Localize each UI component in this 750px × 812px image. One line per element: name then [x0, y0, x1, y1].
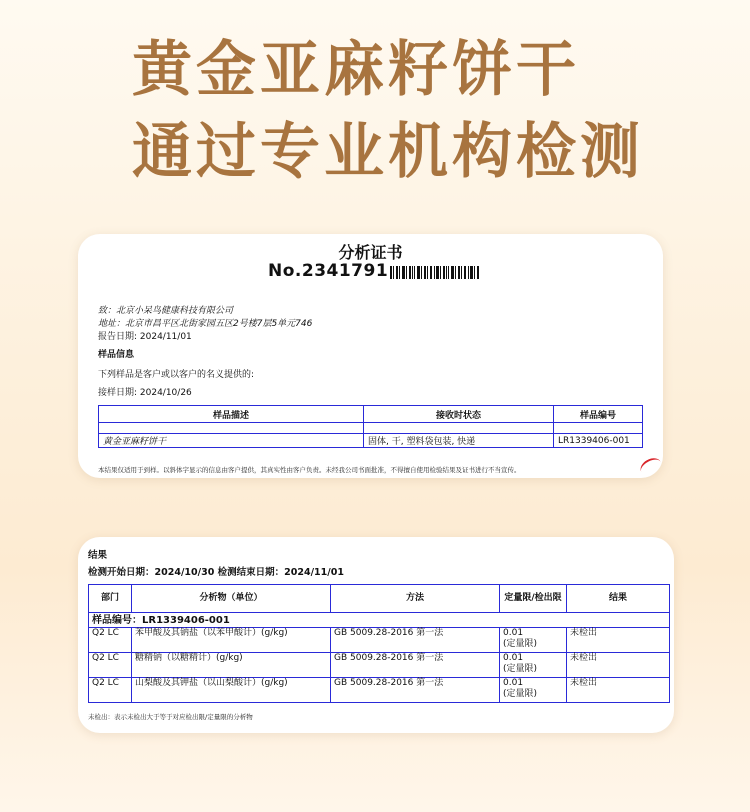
dept-cell: Q2 LC	[89, 653, 132, 678]
headline-line-2: 通过专业机构检测	[132, 117, 644, 187]
limit-cell	[500, 653, 567, 678]
receive-state-cell: 固体, 干, 塑料袋包装, 快递	[364, 434, 554, 448]
headline-line-1: 黄金亚麻籽饼干	[132, 35, 580, 105]
limit-value: 0.01	[503, 628, 524, 638]
limit-value: 0.01	[503, 653, 524, 663]
limit-cell	[500, 628, 567, 653]
col-sample-id: 样品编号	[554, 406, 643, 423]
analyte-cell: 山梨酸及其钾盐（以山梨酸计）(g/kg)	[132, 678, 331, 703]
table-row	[89, 678, 670, 703]
sample-desc-cell: 黄金亚麻籽饼干	[99, 434, 364, 448]
sample-id-label: 样品编号：LR1339406-001	[89, 613, 670, 628]
col-method: 方法	[331, 585, 500, 613]
result-cell: 未检出	[567, 628, 670, 653]
sample-table	[98, 405, 643, 448]
results-table	[88, 584, 670, 703]
sample-id-cell: LR1339406-001	[554, 434, 643, 448]
col-limit: 定量限/检出限	[500, 585, 567, 613]
table-row	[89, 653, 670, 678]
col-result: 结果	[567, 585, 670, 613]
certificate-footnote: 本结果仅适用于到样。以斜体字显示的信息由客户提供，其真实性由客户负责。未经我公司书面批准，不得擅自使用检验结果及证书进行不当宣传。	[98, 466, 521, 474]
col-dept: 部门	[89, 585, 132, 613]
analyte-cell: 糖精钠（以糖精计）(g/kg)	[132, 653, 331, 678]
method-cell: GB 5009.28-2016 第一法	[331, 653, 500, 678]
report-date: 报告日期: 2024/11/01	[98, 332, 192, 342]
certificate-title: 分析证书	[338, 243, 403, 262]
method-cell: GB 5009.28-2016 第一法	[331, 628, 500, 653]
col-sample-desc: 样品描述	[99, 406, 364, 423]
col-receive-state: 接收时状态	[364, 406, 554, 423]
dept-cell: Q2 LC	[89, 678, 132, 703]
certificate-card	[78, 234, 663, 478]
recipient-line: 致：北京小呆鸟健康科技有限公司	[98, 306, 234, 316]
dept-cell: Q2 LC	[89, 628, 132, 653]
table-row	[89, 628, 670, 653]
sample-note: 下列样品是客户或以客户的名义提供的:	[98, 370, 255, 380]
method-cell: GB 5009.28-2016 第一法	[331, 678, 500, 703]
results-heading: 结果	[88, 550, 108, 561]
result-cell: 未检出	[567, 678, 670, 703]
certificate-number: No.2341791	[268, 261, 389, 281]
result-cell: 未检出	[567, 653, 670, 678]
results-footnote: 未检出：表示未检出大于等于对应检出限/定量限的分析物	[88, 713, 253, 721]
barcode	[390, 266, 480, 279]
sample-info-heading: 样品信息	[98, 350, 135, 360]
limit-type: (定量限)	[503, 689, 538, 699]
limit-type: (定量限)	[503, 664, 538, 674]
test-dates: 检测开始日期：2024/10/30 检测结束日期：2024/11/01	[88, 567, 344, 578]
receive-date: 接样日期: 2024/10/26	[98, 388, 192, 398]
table-row	[99, 434, 643, 448]
col-analyte: 分析物（单位）	[132, 585, 331, 613]
limit-value: 0.01	[503, 678, 524, 688]
address-line: 地址：北京市昌平区北街家园五区2号楼7层5单元746	[98, 319, 313, 329]
results-card	[78, 537, 674, 733]
limit-type: (定量限)	[503, 639, 538, 649]
limit-cell	[500, 678, 567, 703]
analyte-cell: 苯甲酸及其钠盐（以苯甲酸计）(g/kg)	[132, 628, 331, 653]
